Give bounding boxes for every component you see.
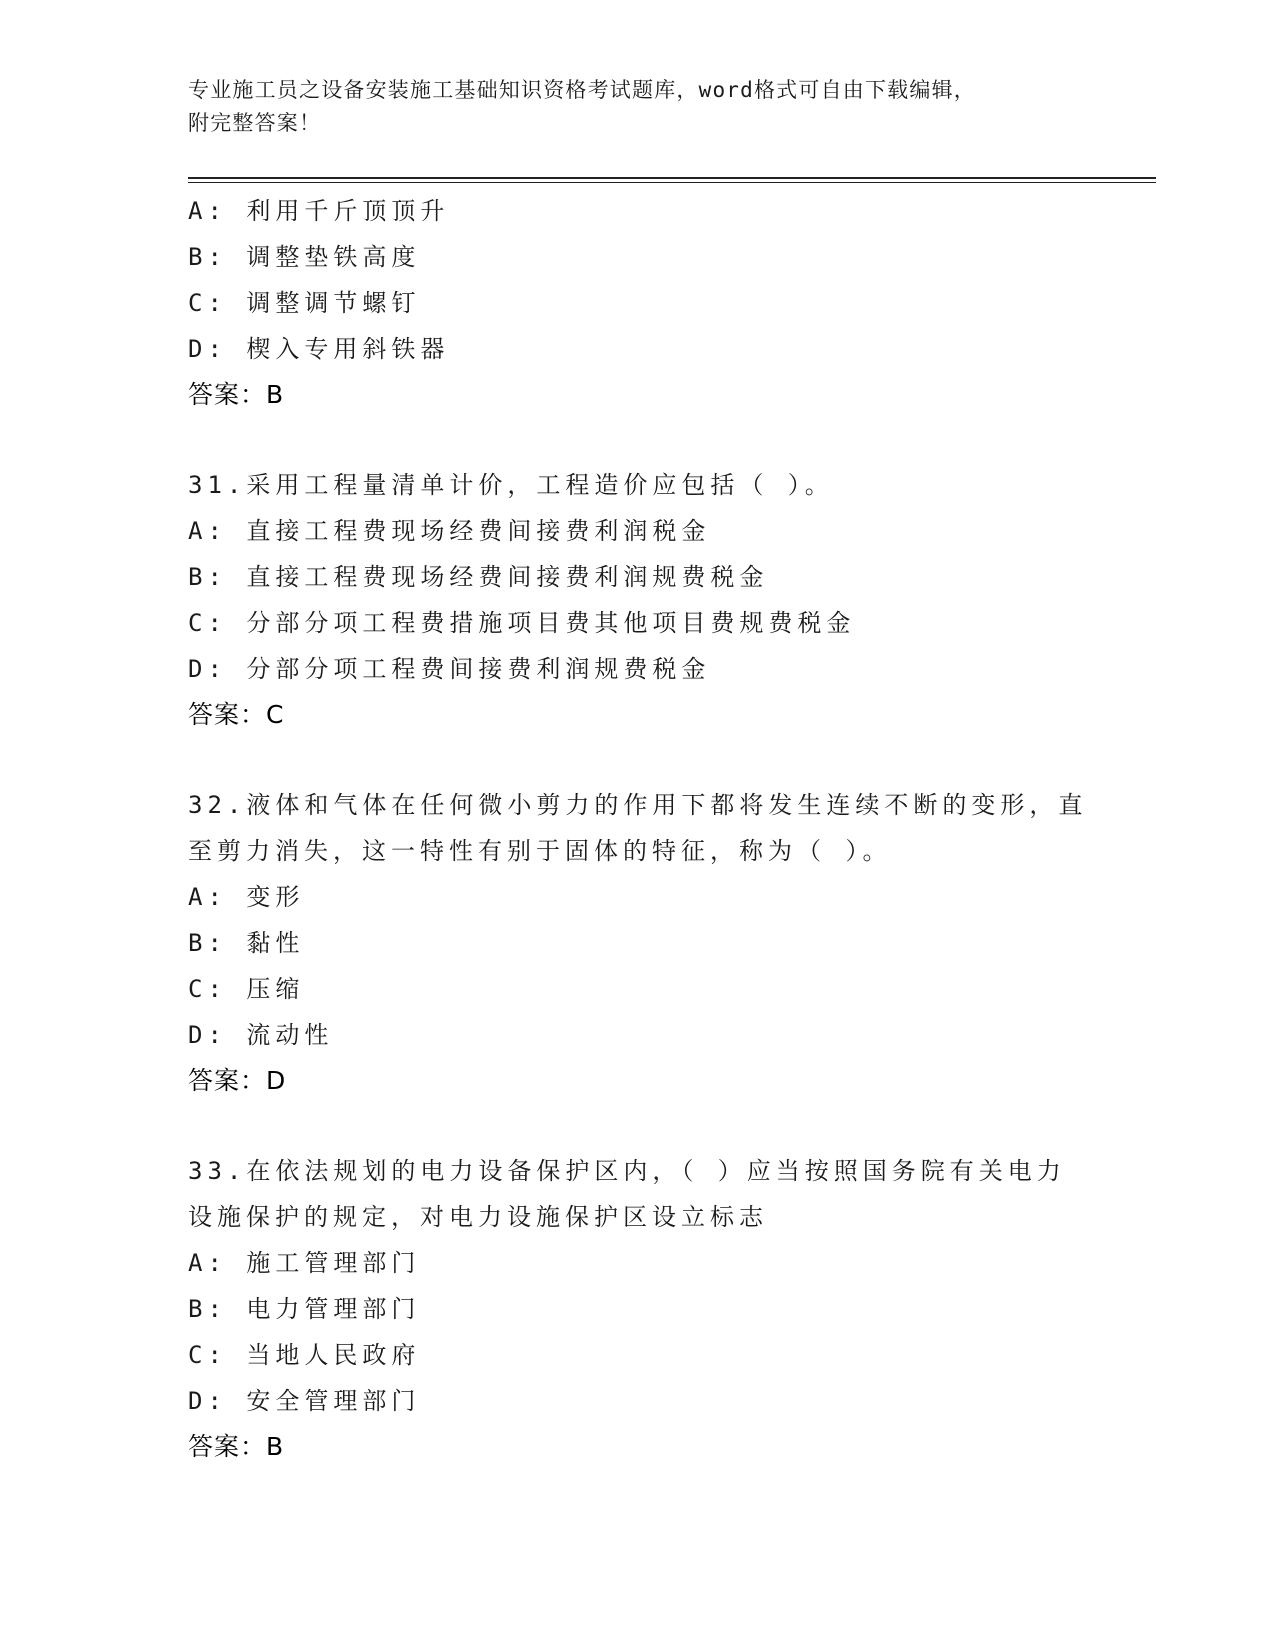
question-stem: 32.液体和气体在任何微小剪力的作用下都将发生连续不断的变形，直 <box>188 791 1088 819</box>
option-c: C: 压缩 <box>188 975 305 1003</box>
option-b: B: 电力管理部门 <box>188 1295 421 1323</box>
answer-line: 答案：B <box>188 380 285 409</box>
option-d: D: 分部分项工程费间接费利润规费税金 <box>188 655 711 683</box>
option-a: A: 施工管理部门 <box>188 1249 421 1277</box>
header-divider-thick <box>188 177 1156 179</box>
option-b: B: 调整垫铁高度 <box>188 243 421 271</box>
option-b: B: 直接工程费现场经费间接费利润规费税金 <box>188 563 769 591</box>
question-block-32 <box>188 782 1088 1104</box>
option-d: D: 楔入专用斜铁器 <box>188 335 450 363</box>
option-c: C: 当地人民政府 <box>188 1341 421 1369</box>
spacer <box>188 738 1088 782</box>
question-block-prev <box>188 188 1088 418</box>
document-header <box>188 74 1088 140</box>
question-stem-cont: 设施保护的规定，对电力设施保护区设立标志 <box>188 1203 768 1231</box>
spacer <box>188 1104 1088 1148</box>
option-d: D: 安全管理部门 <box>188 1387 421 1415</box>
header-line-1: 专业施工员之设备安装施工基础知识资格考试题库，word格式可自由下载编辑， <box>188 78 976 102</box>
option-d: D: 流动性 <box>188 1021 334 1049</box>
option-a: A: 利用千斤顶顶升 <box>188 197 450 225</box>
option-c: C: 分部分项工程费措施项目费其他项目费规费税金 <box>188 609 856 637</box>
option-c: C: 调整调节螺钉 <box>188 289 421 317</box>
answer-line: 答案：D <box>188 1066 287 1095</box>
answer-line: 答案：C <box>188 700 285 729</box>
header-line-2: 附完整答案！ <box>188 111 322 135</box>
header-divider-thin <box>188 182 1156 183</box>
question-block-33 <box>188 1148 1088 1470</box>
question-stem-cont: 至剪力消失，这一特性有别于固体的特征，称为（ ）。 <box>188 837 892 865</box>
question-list <box>188 188 1088 1470</box>
answer-line: 答案：B <box>188 1432 285 1461</box>
option-b: B: 黏性 <box>188 929 305 957</box>
question-stem: 33.在依法规划的电力设备保护区内，（ ）应当按照国务院有关电力 <box>188 1157 1066 1185</box>
question-stem: 31.采用工程量清单计价，工程造价应包括（ ）。 <box>188 471 834 499</box>
option-a: A: 直接工程费现场经费间接费利润税金 <box>188 517 711 545</box>
question-block-31 <box>188 462 1088 738</box>
spacer <box>188 418 1088 462</box>
option-a: A: 变形 <box>188 883 305 911</box>
